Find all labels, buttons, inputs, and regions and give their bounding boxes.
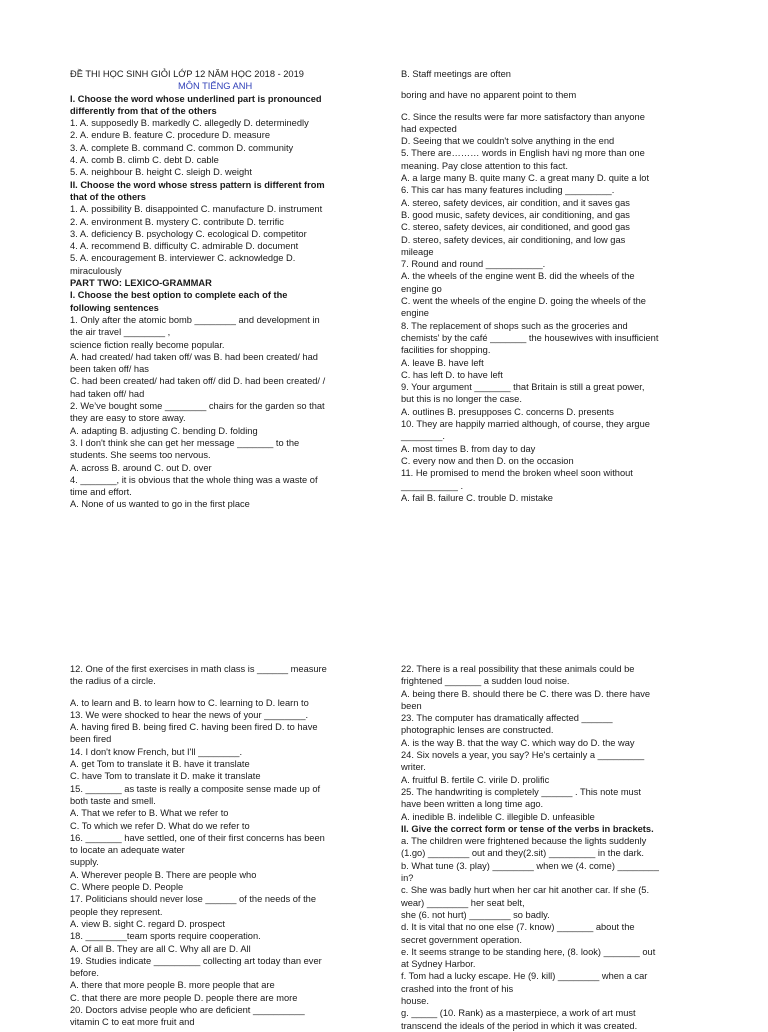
question-line: A. is the way B. that the way C. which way do D. the way	[401, 737, 635, 748]
question-line: had taken off/ had	[70, 388, 145, 399]
question-line: 3. I don't think she can get her message _______ to the	[70, 437, 300, 448]
question-line: she (6. not hurt) ________ so badly.	[401, 909, 550, 920]
question-line: A. to learn and B. to learn how to C. learning to D. learn to	[70, 697, 309, 708]
question-line: d. It is vital that no one else (7. know) _______ about the	[401, 922, 635, 933]
question-line: 13. We were shocked to hear the news of your ________.	[70, 709, 309, 720]
question-line: at Sydney Harbor.	[401, 959, 476, 970]
question-line: A. outlines B. presupposes C. concerns D. presents	[401, 406, 614, 417]
question-line: 1. Only after the atomic bomb ________ and development in	[70, 314, 320, 325]
question-line: 24. Six novels a year, you say? He's certainly a _________	[401, 750, 645, 761]
question-line: time and effort.	[70, 487, 132, 498]
question-line: they are easy to store away.	[70, 413, 186, 424]
question-line: C. every now and then D. on the occasion	[401, 455, 574, 466]
question-line: 4. A. comb B. climb C. debt D. cable	[70, 155, 219, 166]
column-top-right	[401, 68, 701, 504]
question-line: A. had created/ had taken off/ was B. had been created/ had	[70, 351, 318, 362]
question-line: C. that there are more people D. people there are more	[70, 992, 298, 1003]
question-line: A. view B. sight C. regard D. prospect	[70, 918, 226, 929]
question-line: been	[401, 700, 422, 711]
question-line: D. stereo, safety devices, air conditioning, and low gas	[401, 234, 626, 245]
question-line: B. good music, safety devices, air conditioning, and gas	[401, 209, 630, 220]
question-line: house.	[401, 996, 429, 1007]
question-line: (1.go) ________ out and they(2.sit) _________ in the dark.	[401, 848, 644, 859]
exam-subject: MÔN TIẾNG ANH	[178, 81, 253, 92]
question-line: C. stereo, safety devices, air conditioned, and good gas	[401, 222, 630, 233]
question-line: crashed into the front of his	[401, 983, 514, 994]
question-line: 22. There is a real possibility that these animals could be	[401, 664, 635, 674]
section-heading: following sentences	[70, 302, 159, 313]
question-line: but this is no longer the case.	[401, 394, 522, 405]
question-line: C. To which we refer D. What do we refer to	[70, 820, 250, 831]
question-line: engine	[401, 308, 429, 319]
question-line: A. the wheels of the engine went B. did the wheels of the	[401, 271, 635, 282]
question-line: wear) ________ her seat belt,	[401, 897, 525, 908]
question-line: C. have Tom to translate it D. make it translate	[70, 771, 261, 782]
question-line: 2. A. endure B. feature C. procedure D. measure	[70, 130, 270, 141]
question-line: a. The children were frightened because the lights suddenly	[401, 836, 647, 847]
question-line: A. stereo, safety devices, air condition, and it saves gas	[401, 197, 630, 208]
question-line: facilities for shopping.	[401, 345, 491, 356]
question-line: C. Since the results were far more satisfactory than anyone	[401, 111, 645, 122]
question-line: 4. A. recommend B. difficulty C. admirable D. document	[70, 241, 299, 252]
question-line: A. most times B. from day to day	[401, 443, 536, 454]
question-line: 4. _______, it is obvious that the whole thing was a waste of	[70, 474, 318, 485]
question-line: A. there that more people B. more people that are	[70, 980, 275, 991]
question-line: 2. A. environment B. mystery C. contribute D. terrific	[70, 216, 284, 227]
question-line: f. Tom had a lucky escape. He (9. kill) ________ when a car	[401, 971, 648, 982]
question-line: photographic lenses are constructed.	[401, 725, 554, 736]
question-line: e. It seems strange to be standing here, (8. look) _______ out	[401, 946, 656, 957]
question-line: 3. A. deficiency B. psychology C. ecological D. competitor	[70, 228, 307, 239]
question-line: 5. A. neighbour B. height C. sleigh D. weight	[70, 167, 252, 178]
question-line: 6. This car has many features including _________.	[401, 185, 615, 196]
question-line: C. went the wheels of the engine D. going the wheels of the	[401, 296, 646, 307]
question-line: to locate an adequate water	[70, 845, 185, 856]
question-line: 23. The computer has dramatically affected ______	[401, 713, 613, 724]
question-line: 18. ________team sports require cooperation.	[70, 931, 261, 942]
question-line: 10. They are happily married although, of course, they argue	[401, 419, 650, 430]
question-line: before.	[70, 968, 99, 979]
exam-title: ĐỀ THI HỌC SINH GIỎI LỚP 12 NĂM HỌC 2018 - 2019	[70, 69, 304, 79]
section-heading: that of the others	[70, 191, 146, 202]
question-line: chemists' by the café _______ the housewives with insufficient	[401, 332, 659, 343]
question-line: A. None of us wanted to go in the first place	[70, 499, 250, 510]
question-line: 1. A. possibility B. disappointed C. manufacture D. instrument	[70, 204, 323, 215]
question-line: 25. The handwriting is completely ______ . This note must	[401, 786, 641, 797]
question-line: B. Staff meetings are often	[401, 69, 511, 79]
question-line: C. has left D. to have left	[401, 369, 503, 380]
question-line: engine go	[401, 283, 442, 294]
question-line: A. That we refer to B. What we refer to	[70, 808, 229, 819]
question-line: meaning. Pay close attention to this fact.	[401, 160, 568, 171]
question-line: both taste and smell.	[70, 795, 156, 806]
question-line: A. adapting B. adjusting C. bending D. folding	[70, 425, 258, 436]
question-line: 16. _______ have settled, one of their first concerns has been	[70, 832, 325, 843]
question-line: 20. Doctors advise people who are deficient __________	[70, 1005, 305, 1016]
question-line: vitamin C to eat more fruit and	[70, 1017, 195, 1028]
question-line: ___________ .	[401, 480, 464, 491]
question-line: been taken off/ has	[70, 364, 149, 375]
question-line: 15. _______ as taste is really a composite sense made up of	[70, 783, 321, 794]
section-heading: II. Choose the word whose stress pattern is different from	[70, 179, 325, 190]
question-line: A. leave B. have left	[401, 357, 484, 368]
question-line: 11. He promised to mend the broken wheel soon without	[401, 468, 633, 479]
question-line: mileage	[401, 246, 434, 257]
question-line: boring and have no apparent point to them	[401, 90, 577, 101]
question-line: A. having fired B. being fired C. having been fired D. to have	[70, 722, 318, 733]
part-heading: PART TWO: LEXICO-GRAMMAR	[70, 278, 212, 289]
question-line: c. She was badly hurt when her car hit another car. If she (5.	[401, 885, 650, 896]
question-line: secret government operation.	[401, 934, 522, 945]
question-line: 8. The replacement of shops such as the groceries and	[401, 320, 628, 331]
section-heading: differently from that of the others	[70, 105, 217, 116]
question-line: the air travel ________ ,	[70, 327, 171, 338]
question-line: 1. A. supposedly B. markedly C. allegedly D. determinedly	[70, 118, 309, 129]
question-line: have been written a long time ago.	[401, 799, 544, 810]
section-heading: I. Choose the word whose underlined part is pronounced	[70, 93, 322, 104]
question-line: science fiction really become popular.	[70, 339, 225, 350]
column-bottom-left	[70, 663, 370, 1029]
question-line: g. _____ (10. Rank) as a masterpiece, a work of art must	[401, 1008, 636, 1019]
question-line: people they represent.	[70, 906, 163, 917]
question-line: A. get Tom to translate it B. have it translate	[70, 759, 250, 770]
question-line: 14. I don't know French, but I'll ________.	[70, 746, 243, 757]
question-line: 9. Your argument _______ that Britain is still a great power,	[401, 382, 645, 393]
question-line: A. Wherever people B. There are people who	[70, 869, 257, 880]
question-line: b. What tune (3. play) ________ when we (4. come) ________	[401, 860, 659, 871]
question-line: A. across B. around C. out D. over	[70, 462, 212, 473]
column-top-left	[70, 68, 370, 511]
question-line: supply.	[70, 857, 99, 868]
question-line: A. Of all B. They are all C. Why all are D. All	[70, 943, 251, 954]
section-heading: II. Give the correct form or tense of the verbs in brackets.	[401, 823, 654, 834]
question-line: C. had been created/ had taken off/ did D. had been created/ /	[70, 376, 326, 387]
question-line: A. fruitful B. fertile C. virile D. prolific	[401, 774, 550, 785]
question-line: been fired	[70, 734, 112, 745]
question-line: A. inedible B. indelible C. illegible D. unfeasible	[401, 811, 595, 822]
question-line: A. fail B. failure C. trouble D. mistake	[401, 492, 553, 503]
question-line: 17. Politicians should never lose ______ of the needs of the	[70, 894, 317, 905]
question-line: 19. Studies indicate _________ collecting art today than ever	[70, 955, 322, 966]
question-line: D. Seeing that we couldn't solve anything in the end	[401, 136, 615, 147]
question-line: miraculously	[70, 265, 122, 276]
question-line: A. a large many B. quite many C. a great many D. quite a lot	[401, 173, 650, 184]
question-line: 3. A. complete B. command C. common D. community	[70, 142, 294, 153]
question-line: the radius of a circle.	[70, 676, 156, 687]
question-line: transcend the ideals of the period in which it was created.	[401, 1020, 638, 1031]
question-line: students. She seems too nervous.	[70, 450, 211, 461]
question-line: frightened _______ a sudden loud noise.	[401, 676, 570, 687]
question-line: A. being there B. should there be C. there was D. there have	[401, 688, 651, 699]
column-bottom-right	[401, 663, 701, 1032]
question-line: had expected	[401, 123, 457, 134]
question-line: 5. A. encouragement B. interviewer C. acknowledge D.	[70, 253, 296, 264]
question-line: 7. Round and round ___________.	[401, 259, 546, 270]
question-line: 12. One of the first exercises in math class is ______ measure	[70, 664, 327, 674]
question-line: writer.	[401, 762, 426, 773]
question-line: C. Where people D. People	[70, 882, 184, 893]
section-heading: I. Choose the best option to complete each of the	[70, 290, 288, 301]
question-line: 5. There are……… words in English havi ng more than one	[401, 148, 645, 159]
question-line: 2. We’ve bought some ________ chairs for the garden so that	[70, 401, 325, 412]
question-line: ________.	[401, 431, 445, 442]
question-line: in?	[401, 873, 414, 884]
